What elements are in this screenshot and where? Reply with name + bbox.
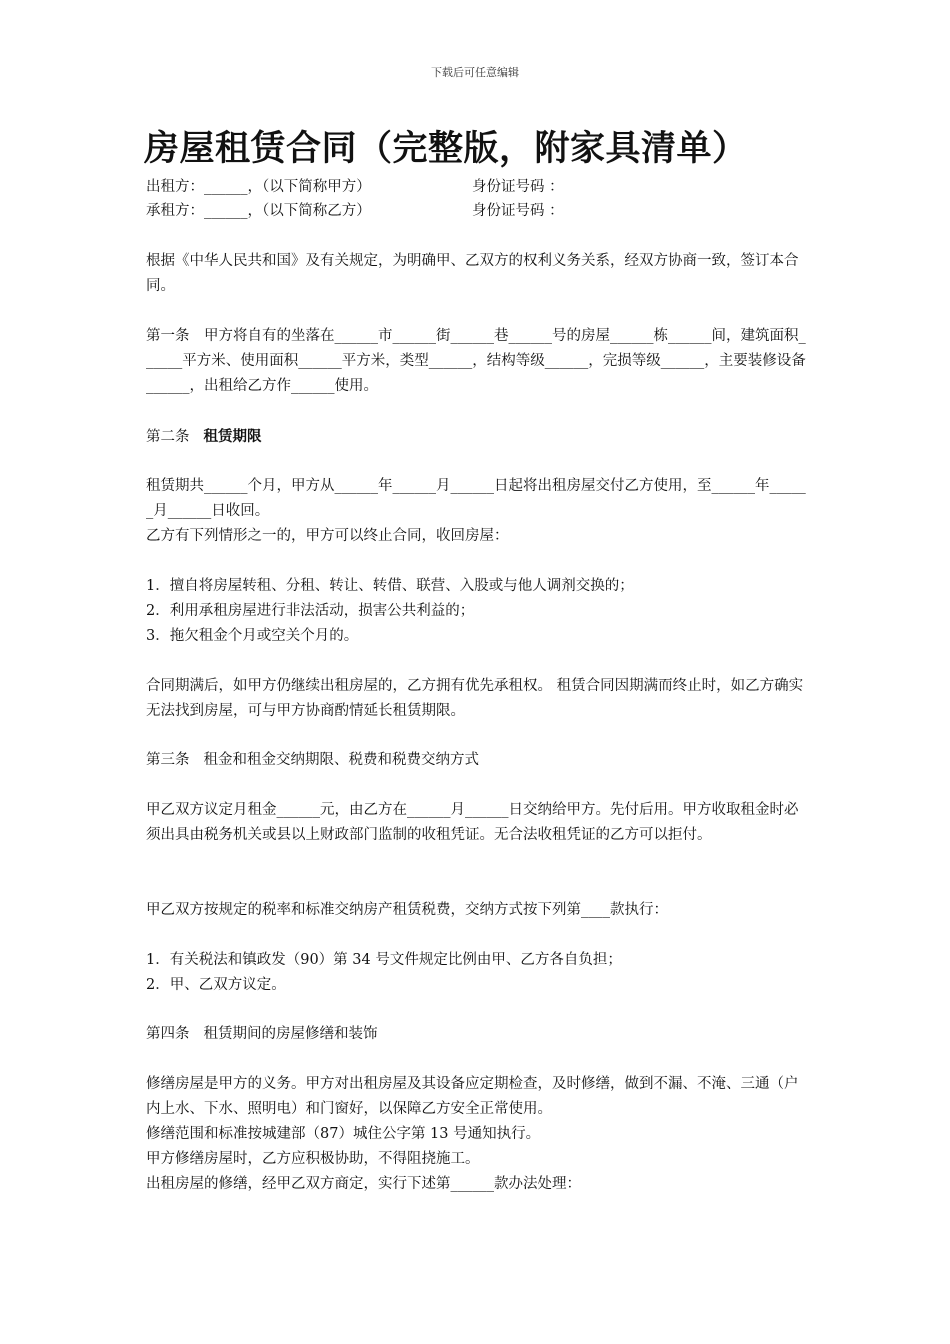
- lessee-line: [146, 200, 564, 222]
- article-3-tax: 甲乙双方按规定的税率和标准交纳房产租赁税费，交纳方式按下列第____款执行：: [146, 902, 668, 918]
- article-2-item-1: 1．擅自将房屋转租、分租、转让、转借、联营、入股或与他人调剂交换的；: [146, 578, 634, 594]
- header-note: 下载后可任意编辑: [431, 66, 519, 79]
- article-2-renewal: 合同期满后，如甲方仍继续出租房屋的，乙方拥有优先承租权。 租赁合同因期满而终止时，如乙方确实无法找到房屋，可与甲方协商酌情延长租赁期限。: [146, 678, 804, 719]
- article-3-item-2: 2．甲、乙双方议定。: [146, 977, 286, 993]
- article-2-terminate-intro: 乙方有下列情形之一的，甲方可以终止合同，收回房屋：: [146, 528, 509, 544]
- lessee-label: 承租方：______，（以下简称乙方）: [146, 203, 371, 219]
- article-4-title: 租赁期间的房屋修缮和装饰: [203, 1026, 378, 1042]
- article-1: 第一条 甲方将自有的坐落在______市______街______巷______号的房屋______栋______间，建筑面积______平方米、使用面积______平方米，类型______，结构等级______，完损等级______，主要装修设备______，出租给乙方作______使用。: [146, 328, 806, 394]
- lessee-id-label: 身份证号码 ：: [472, 203, 564, 219]
- contract-title: 房屋租赁合同（完整版，附家具清单）: [144, 128, 748, 169]
- article-2-term: 租赁期共______个月，甲方从______年______月______日起将出租房屋交付乙方使用，至______年______月______日收回。: [146, 478, 806, 519]
- article-2-title: 租赁期限: [203, 428, 262, 445]
- article-4-heading: [146, 1022, 378, 1047]
- article-3-number: 第三条: [146, 752, 190, 768]
- lessor-line: [146, 176, 564, 198]
- preamble: 根据《中华人民共和国》及有关规定，为明确甲、乙双方的权利义务关系，经双方协商一致，签订本合同。: [146, 253, 799, 294]
- article-4-line-2: 修缮范围和标准按城建部（87）城住公字第 13 号通知执行。: [146, 1126, 541, 1142]
- article-2-heading: [146, 424, 262, 450]
- article-4-line-1: 修缮房屋是甲方的义务。甲方对出租房屋及其设备应定期检查，及时修缮，做到不漏、不淹、三通（户内上水、下水、照明电）和门窗好，以保障乙方安全正常使用。: [146, 1076, 799, 1117]
- article-4-line-4: 出租房屋的修缮，经甲乙双方商定，实行下述第______款办法处理：: [146, 1176, 581, 1192]
- lessor-label: 出租方：______，（以下简称甲方）: [146, 179, 371, 195]
- lessor-id-label: 身份证号码 ：: [472, 179, 564, 195]
- article-2-item-2: 2．利用承租房屋进行非法活动，损害公共利益的；: [146, 603, 475, 619]
- article-2-number: 第二条: [146, 429, 190, 445]
- article-3-rent: 甲乙双方议定月租金______元，由乙方在______月______日交纳给甲方。先付后用。甲方收取租金时必须出具由税务机关或县以上财政部门监制的收租凭证。无合法收租凭证的乙方可以拒付。: [146, 802, 799, 843]
- article-3-heading: [146, 748, 479, 773]
- article-3-item-1: 1．有关税法和镇政发（90）第 34 号文件规定比例由甲、乙方各自负担；: [146, 952, 622, 968]
- article-2-item-3: 3．拖欠租金个月或空关个月的。: [146, 628, 359, 644]
- article-3-title: 租金和租金交纳期限、税费和税费交纳方式: [203, 752, 479, 768]
- article-4-line-3: 甲方修缮房屋时，乙方应积极协助，不得阻挠施工。: [146, 1151, 480, 1167]
- article-4-number: 第四条: [146, 1026, 190, 1042]
